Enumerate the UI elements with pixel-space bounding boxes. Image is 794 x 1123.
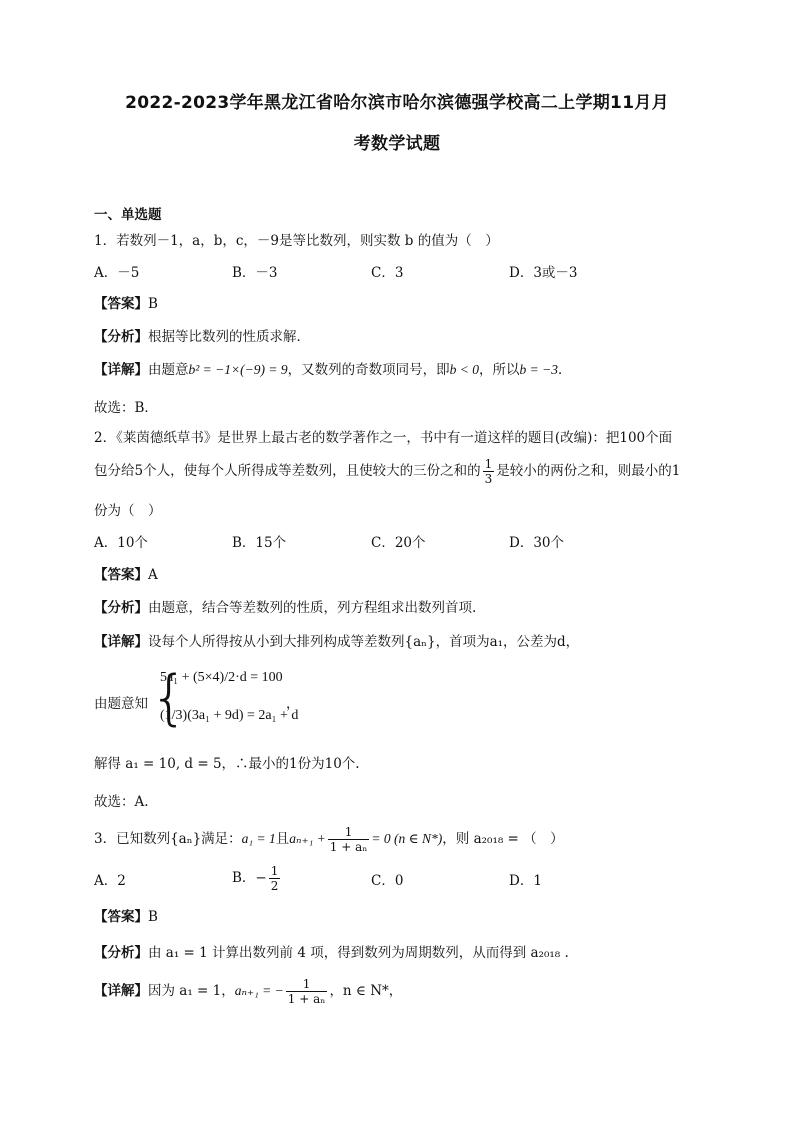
analysis-tag: 【分析】 xyxy=(94,945,148,961)
q2-fraction xyxy=(483,457,495,486)
q1-choice: 故选：B． xyxy=(94,400,158,416)
equation-2: (1/3)(3a₁ + 9d) = 2a₁ + d xyxy=(160,708,299,723)
section-heading: 一、单选题 xyxy=(94,207,162,223)
q3-option-a: A．2 xyxy=(94,873,126,889)
equation-system xyxy=(150,663,299,736)
q2-stem-line2 xyxy=(94,457,680,486)
q2-answer xyxy=(94,563,158,583)
q2-solve: 解得 a₁ = 10, d = 5，∴最小的1份为10个. xyxy=(94,756,360,772)
q3-answer-value: B xyxy=(148,909,158,925)
q2-analysis xyxy=(94,596,476,616)
q3-optb-den: 2 xyxy=(270,879,279,893)
q1-stem: 1．若数列－1，a，b，c，－9是等比数列，则实数 b 的值为（ ） xyxy=(94,233,499,249)
q3-detail-frac-den: 1 + aₙ xyxy=(287,992,326,1006)
analysis-tag: 【分析】 xyxy=(94,600,148,616)
q1-detail xyxy=(94,358,571,378)
q1-detail-end: ，所以 xyxy=(478,362,520,378)
q3-detail xyxy=(94,977,402,1006)
q1-detail-cond: b < 0 xyxy=(449,362,479,377)
q2-choice: 故选：A. xyxy=(94,794,149,810)
q2-stem-part-a: 包分给5个人，使每个人所得成等差数列，且使较大的三份之和的 xyxy=(94,463,481,479)
detail-tag: 【详解】 xyxy=(94,634,148,650)
q3-fraction xyxy=(328,825,370,854)
q1-detail-tail: ． xyxy=(557,362,572,378)
q3-option-b-label: B．− xyxy=(232,870,267,886)
q3-option-c: C．0 xyxy=(371,873,404,889)
q3-optb-num: 1 xyxy=(270,864,279,878)
q2-detail xyxy=(94,630,579,650)
equation-1: 5a₁ + (5×4)/2·d = 100 xyxy=(160,670,283,685)
q2-analysis-text: 由题意，结合等差数列的性质，列方程组求出数列首项. xyxy=(148,600,477,616)
q1-answer-value: B xyxy=(148,296,158,312)
answer-tag: 【答案】 xyxy=(94,296,148,312)
q3-cond2-rhs: = 0 (n ∈ N*) xyxy=(371,831,443,846)
q3-frac-num: 1 xyxy=(328,825,370,840)
q2-option-b: B．15个 xyxy=(232,535,287,551)
q3-option-b-fraction xyxy=(269,864,281,893)
q3-option-d: D．1 xyxy=(509,873,542,889)
q3-detail-fraction xyxy=(286,977,328,1006)
detail-tag: 【详解】 xyxy=(94,362,148,378)
analysis-tag: 【分析】 xyxy=(94,329,148,345)
answer-tag: 【答案】 xyxy=(94,567,148,583)
q1-analysis xyxy=(94,325,310,345)
q2-frac-den: 3 xyxy=(484,472,493,486)
q2-stem-line1: 2．《莱茵德纸草书》是世界上最古老的数学著作之一，书中有一道这样的题目(改编)：把100个面 xyxy=(94,430,673,446)
q2-system-tail: ， xyxy=(286,696,300,712)
q1-detail-mid: ，又数列的奇数项同号，即 xyxy=(287,362,450,378)
page-title-line2: 考数学试题 xyxy=(353,134,441,154)
q1-option-c: C．3 xyxy=(371,265,404,281)
answer-tag: 【答案】 xyxy=(94,909,148,925)
q2-system-label: 由题意知 xyxy=(94,696,148,712)
q3-analysis-text: 由 a₁ = 1 计算出数列前 4 项，得到数列为周期数列，从而得到 a₂₀₁₈ . xyxy=(148,945,569,961)
q3-cond1: a₁ = 1 xyxy=(241,831,276,846)
detail-tag: 【详解】 xyxy=(94,983,148,999)
q1-detail-result: b = −3 xyxy=(519,362,558,377)
q3-detail-eq: aₙ₊₁ = − xyxy=(234,983,284,998)
q3-answer xyxy=(94,905,158,925)
q3-detail-end: ，n ∈ N*， xyxy=(329,983,403,999)
q2-detail-text: 设每个人所得按从小到大排列构成等差数列{aₙ}，首项为a₁，公差为d， xyxy=(148,634,580,650)
q3-frac-den: 1 + aₙ xyxy=(329,840,368,854)
q3-detail-frac-num: 1 xyxy=(286,977,328,992)
q3-cond2-lhs: aₙ₊₁ + xyxy=(289,831,326,846)
page-title: 2022-2023学年黑龙江省哈尔滨市哈尔滨德强学校高二上学期11月月 xyxy=(125,93,669,113)
q2-option-a: A．10个 xyxy=(94,535,148,551)
q3-detail-pre: 因为 a₁ = 1， xyxy=(148,983,235,999)
q1-detail-eq: b² = −1×(−9) = 9 xyxy=(188,362,288,377)
q3-analysis xyxy=(94,941,569,961)
q2-option-c: C．20个 xyxy=(371,535,426,551)
q2-option-d: D．30个 xyxy=(509,535,565,551)
q1-option-a: A．－5 xyxy=(94,265,140,281)
q2-answer-value: A xyxy=(148,567,158,583)
q2-frac-num: 1 xyxy=(484,457,493,471)
q3-stem xyxy=(94,825,564,854)
q1-option-b: B．－3 xyxy=(232,265,278,281)
q1-detail-text: 由题意 xyxy=(148,362,189,378)
q3-option-b xyxy=(232,864,282,893)
q3-stem-pre: 3．已知数列{aₙ}满足： xyxy=(94,831,242,847)
q1-answer xyxy=(94,292,158,312)
q2-stem-part-b: 是较小的两份之和，则最小的1 xyxy=(496,463,681,479)
q3-and: 且 xyxy=(275,831,290,847)
brace-icon: { xyxy=(150,663,189,733)
q1-analysis-text: 根据等比数列的性质求解． xyxy=(148,329,310,345)
q2-stem-line3: 份为（ ） xyxy=(94,503,162,519)
q3-stem-end: ，则 a₂₀₁₈ = （ ） xyxy=(442,831,564,847)
q1-option-d: D．3或－3 xyxy=(509,265,578,281)
